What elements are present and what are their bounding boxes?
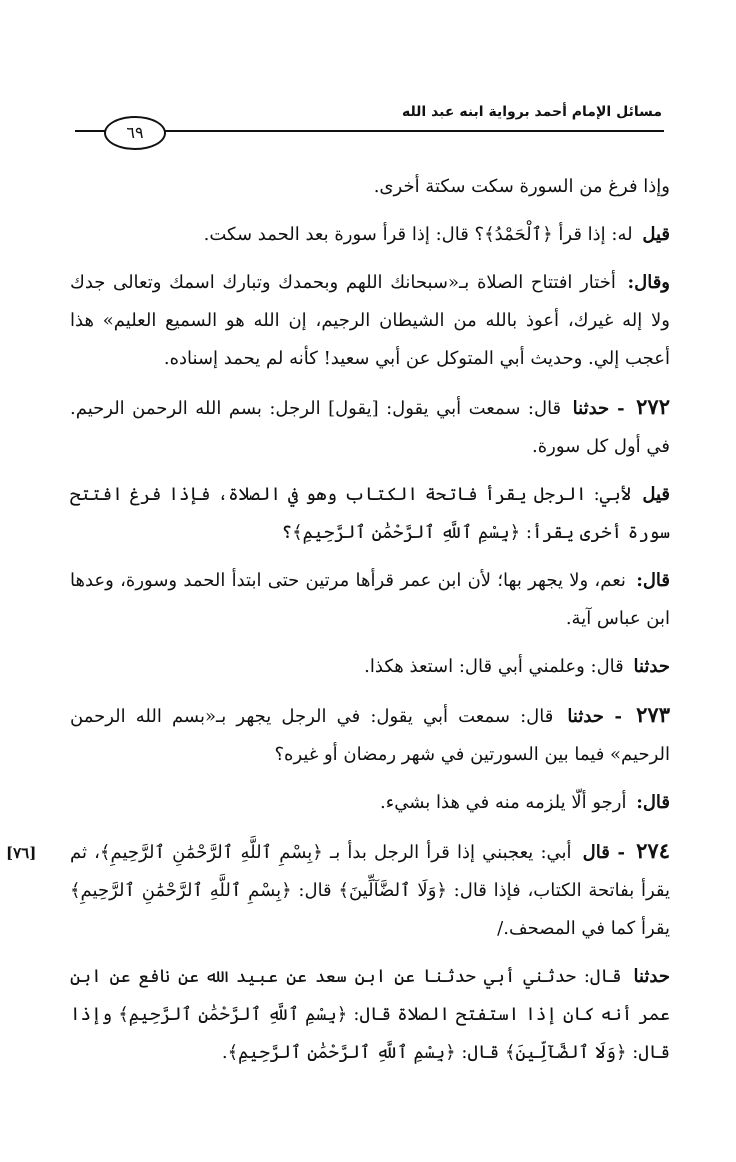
page-number: ٦٩ — [104, 116, 166, 150]
paragraph — [70, 648, 670, 686]
paragraph — [70, 784, 670, 822]
paragraph-text: له: إذا قرأ ﴿ٱلْحَمْدُ﴾؟ قال: إذا قرأ سورة بعد الحمد سكت. — [203, 224, 633, 245]
main-text — [70, 168, 670, 1082]
paragraph-text: أختار افتتاح الصلاة بـ«سبحانك اللهم وبحمدك وتبارك اسمك وتعالى جدك ولا إله غيرك، أعوذ بالله من الشيطان الرجيم، إن الله هو السميع العليم» هذا أعجب إلي. وحديث أبي المتوكل عن أبي سعيد! كأنه لم يحمد إسناده. — [70, 272, 670, 369]
paragraph-head: - حدثنا — [567, 706, 623, 727]
paragraph-text: قال: سمعت أبي يقول: في الرجل يجهر بـ«بسم الله الرحمن الرحيم» فيما بين السورتين في شهر رمضان أو غيره؟ — [70, 706, 670, 765]
paragraph — [70, 216, 670, 254]
paragraph — [70, 264, 670, 378]
paragraph — [70, 958, 670, 1072]
paragraph — [70, 476, 670, 552]
paragraph-text: أبي: يعجبني إذا قرأ الرجل بدأ بـ ﴿بِسْمِ ٱللَّهِ ٱلرَّحْمَٰنِ ٱلرَّحِيمِ﴾، ثم يقرأ بفاتحة الكتاب، فإذا قال: ﴿وَلَا ٱلضَّآلِّينَ﴾ قال: ﴿بِسْمِ ٱللَّهِ ٱلرَّحْمَٰنِ ٱلرَّحِيمِ﴾ يقرأ كما في المصحف./ — [70, 842, 670, 939]
paragraph-text: أرجو ألّا يلزمه منه في هذا بشيء. — [380, 792, 627, 813]
paragraph-head: قيل — [642, 224, 670, 245]
entry-number: ٢٧٣ — [636, 702, 670, 727]
paragraph-head: - حدثنا — [572, 398, 625, 419]
entry-number: ٢٧٢ — [636, 394, 670, 419]
entry-number: ٢٧٤ — [636, 838, 670, 863]
paragraph-text: لأبي: الرجل يقرأ فاتحة الكتاب وهو في الصلاة، فإذا فرغ افتتح سورة أخرى يقرأ: ﴿بِسْمِ ٱللَّهِ ٱلرَّحْمَٰنِ ٱلرَّحِيمِ﴾؟ — [70, 484, 670, 543]
paragraph — [70, 832, 670, 948]
paragraph-text: قال: حدثني أبي حدثنا عن ابن سعد عن عبيد الله عن نافع عن ابن عمر أنه كان إذا استفتح الصلاة قال: ﴿بِسْمِ ٱللَّهِ ٱلرَّحْمَٰنِ ٱلرَّحِيمِ﴾ وإذا قال: ﴿وَلَا ٱلضَّآلِّينَ﴾ قال: ﴿بِسْمِ ٱللَّهِ ٱلرَّحْمَٰنِ ٱلرَّحِيمِ﴾. — [70, 966, 670, 1063]
paragraph-head: حدثنا — [633, 656, 670, 677]
paragraph-text: وإذا فرغ من السورة سكت سكتة أخرى. — [373, 176, 670, 197]
paragraph-head: قال: — [636, 792, 670, 813]
paragraph-head: قيل — [642, 484, 670, 505]
paragraph-text: نعم، ولا يجهر بها؛ لأن ابن عمر قرأها مرتين حتى ابتدأ الحمد وسورة، وعدها ابن عباس آية. — [70, 570, 670, 629]
paragraph-head: - قال — [582, 842, 625, 863]
paragraph-head: حدثنا — [633, 966, 670, 987]
page-header — [0, 104, 736, 144]
paragraph — [70, 388, 670, 466]
paragraph-text: قال: سمعت أبي يقول: [يقول] الرجل: بسم الله الرحمن الرحيم. في أول كل سورة. — [70, 398, 670, 457]
paragraph — [70, 696, 670, 774]
paragraph-head: قال: — [636, 570, 670, 591]
paragraph — [70, 562, 670, 638]
margin-reference: [٧٦] — [6, 844, 37, 862]
paragraph — [70, 168, 670, 206]
paragraph-text: قال: وعلمني أبي قال: استعذ هكذا. — [364, 656, 624, 677]
running-title: مسائل الإمام أحمد برواية ابنه عبد الله — [401, 104, 662, 120]
paragraph-head: وقال: — [627, 272, 670, 293]
